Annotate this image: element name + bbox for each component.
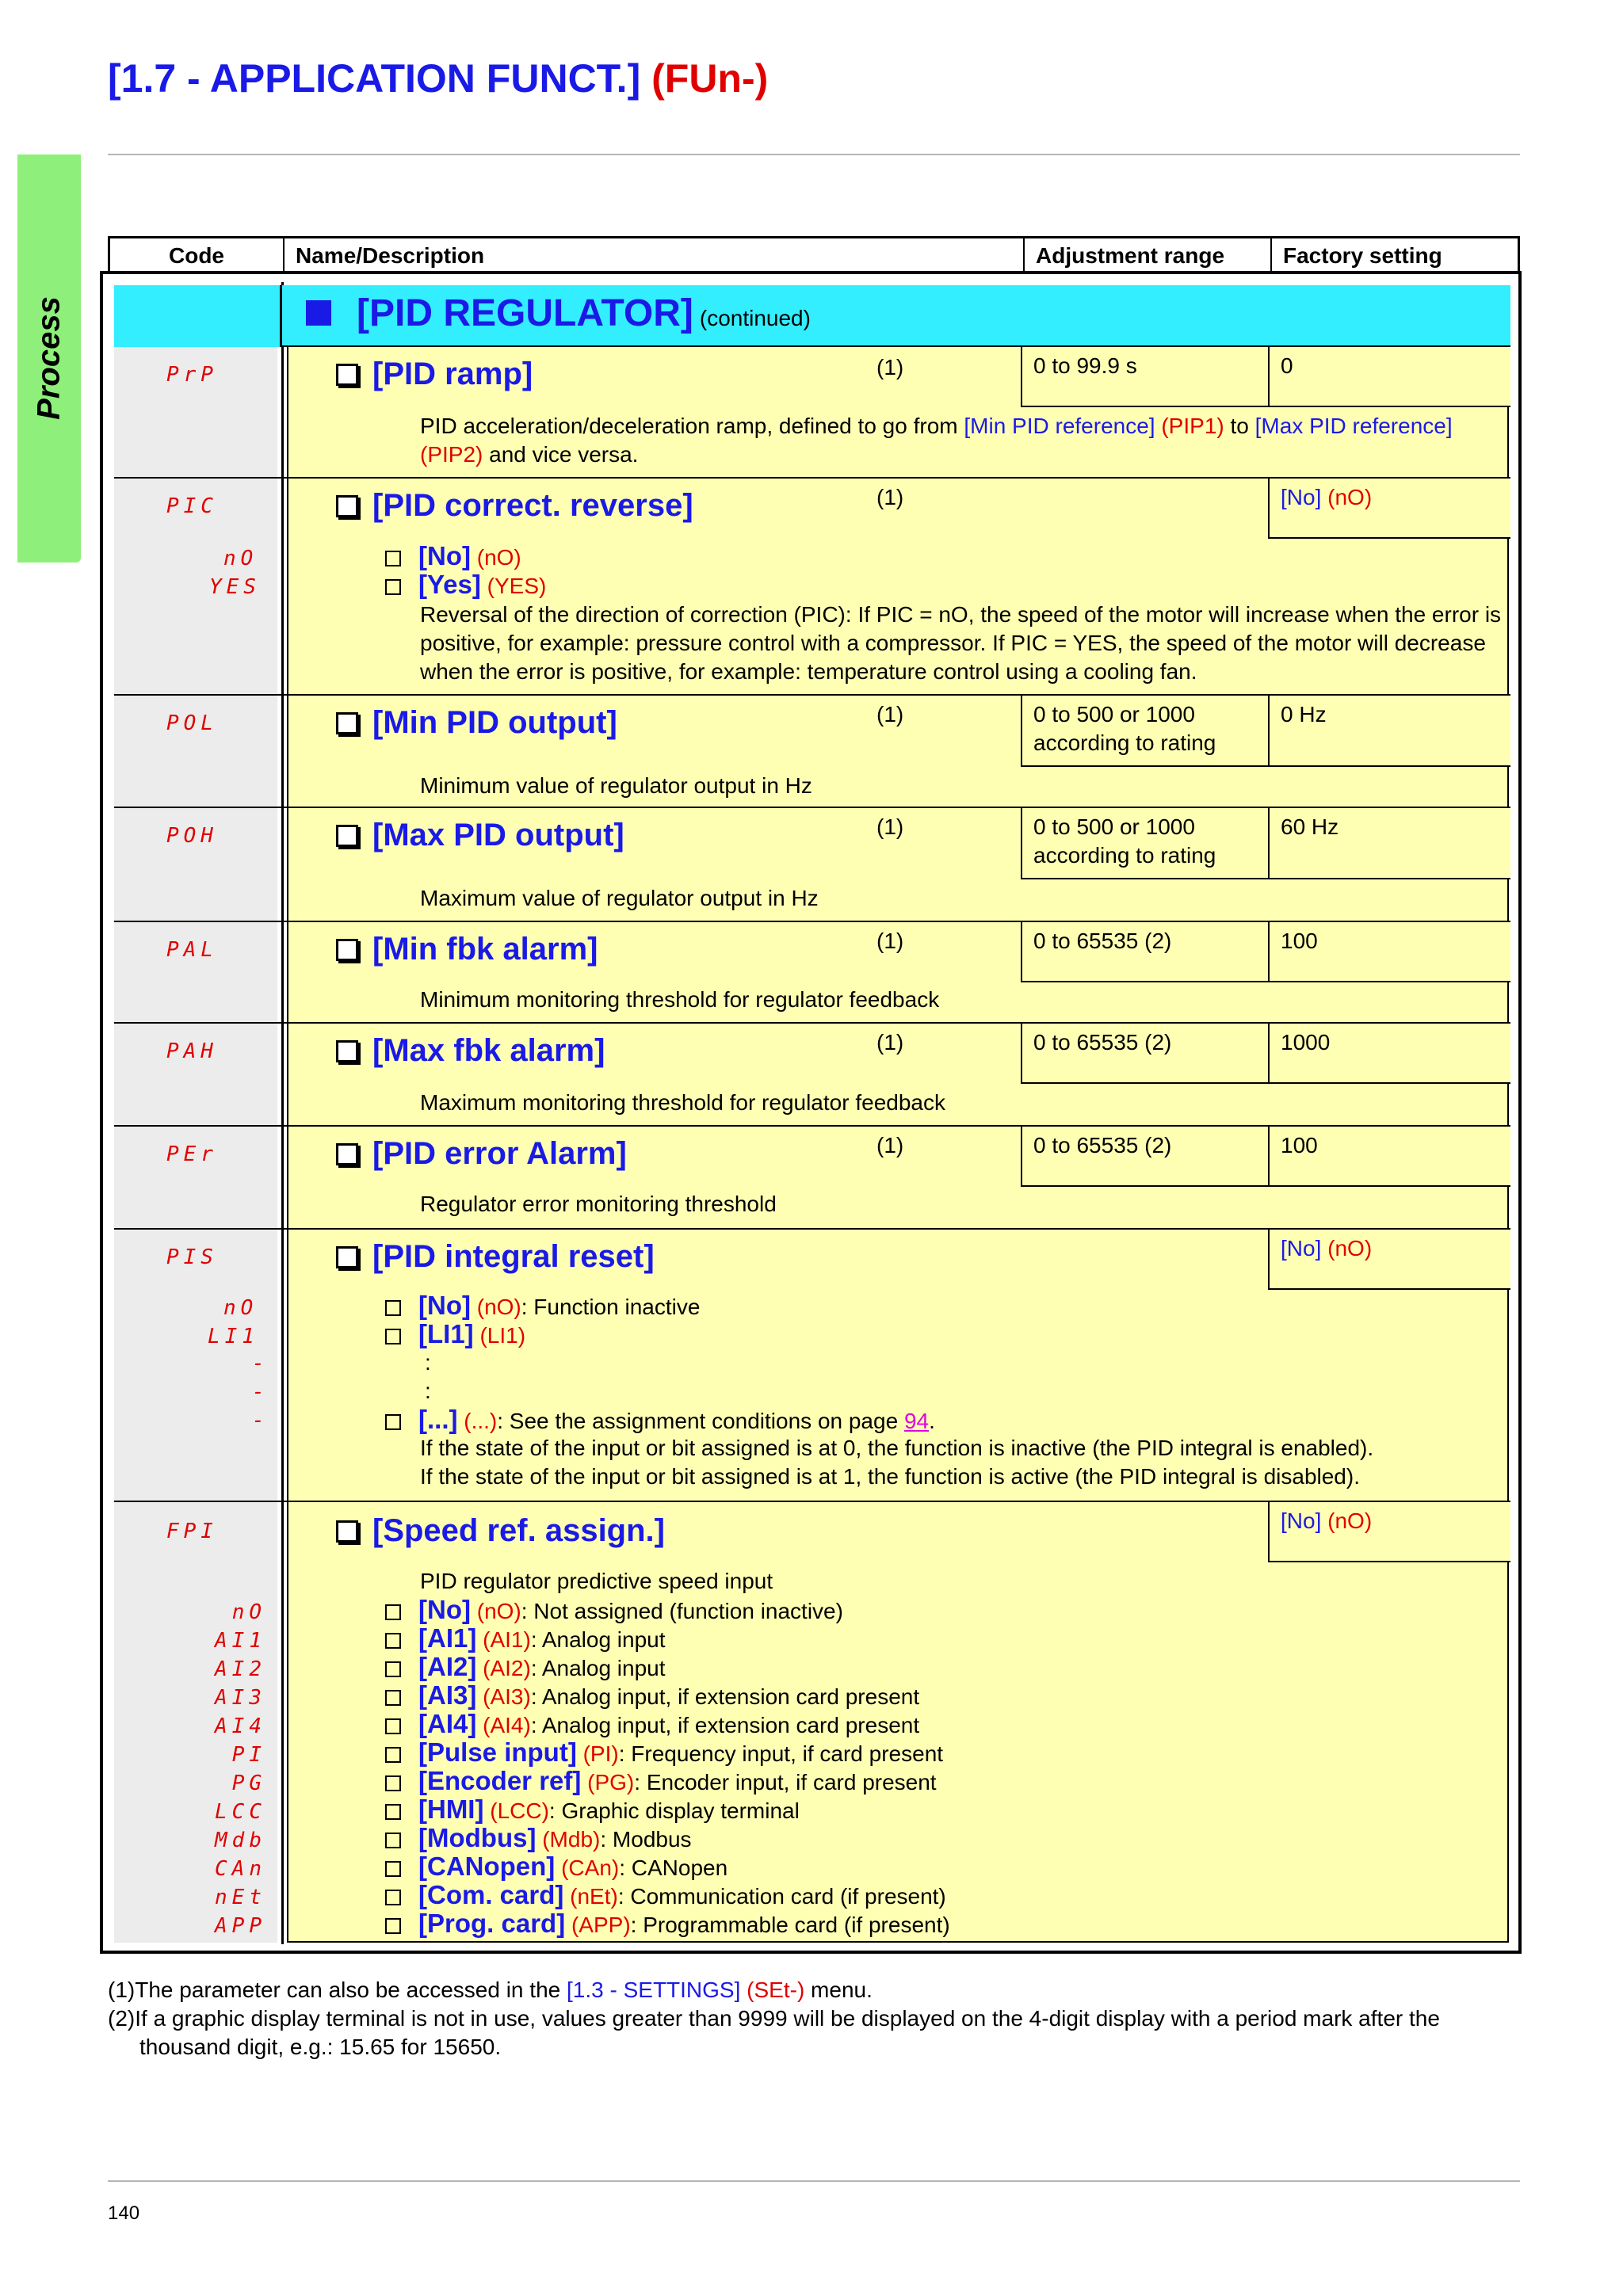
factory-cell-pol: 0 Hz (1268, 696, 1510, 767)
param-code-prp: PrP (166, 363, 218, 387)
param-per[interactable] (336, 1136, 627, 1172)
option-box-icon (385, 1300, 401, 1316)
param-pal-desc: Minimum monitoring threshold for regulator feedback (420, 987, 940, 1012)
factory-cell-per: 100 (1268, 1127, 1510, 1187)
checkbox-icon (336, 939, 358, 961)
param-pis-desc-2: If the state of the input or bit assigned is at 1, the function is active (the PID integral is disabled). (420, 1464, 1360, 1489)
range-cell-prp: 0 to 99.9 s (1021, 347, 1268, 407)
option-code-paren: (APP) (565, 1913, 631, 1937)
option-item[interactable] (385, 1767, 937, 1797)
option-item[interactable] (385, 1881, 946, 1911)
param-code-pah: PAH (166, 1039, 218, 1063)
param-pic[interactable] (336, 488, 693, 524)
option-code: - (252, 1409, 269, 1432)
param-pol-desc: Minimum value of regulator output in Hz (420, 773, 812, 798)
factory-cell-pal: 100 (1268, 922, 1510, 982)
option-name: [LI1] (418, 1319, 474, 1348)
continuation-mark: : (425, 1379, 431, 1403)
param-code-pal: PAL (166, 938, 218, 962)
factory-code: (nO) (1321, 485, 1373, 509)
param-fpi-name: [Speed ref. assign.] (372, 1513, 665, 1548)
param-code-per: PEr (166, 1142, 218, 1166)
option-desc: : Communication card (if present) (617, 1884, 946, 1909)
option-item[interactable] (385, 1738, 943, 1768)
option-box-icon (385, 1604, 401, 1620)
note-ref: (1) (876, 485, 904, 509)
option-item[interactable] (385, 1795, 800, 1825)
page-title-text: [1.7 - APPLICATION FUNCT.] (108, 56, 641, 101)
option-name: [Encoder ref] (418, 1766, 582, 1795)
factory-code: (nO) (1321, 1508, 1373, 1533)
option-box-icon (385, 579, 401, 595)
option-item[interactable] (385, 1596, 843, 1626)
header-rule (108, 154, 1520, 155)
footer-rule (108, 2180, 1520, 2182)
param-poh-name: [Max PID output] (372, 818, 624, 852)
option-code: LCC (215, 1800, 266, 1824)
option-box-icon (385, 1804, 401, 1820)
footnote-text: menu. (804, 1978, 873, 2002)
column-divider (281, 282, 284, 1944)
param-fpi[interactable] (336, 1513, 665, 1549)
factory-code: (nO) (1321, 1236, 1373, 1261)
footnote-1 (108, 1976, 1518, 2004)
factory-cell-pah: 1000 (1268, 1024, 1510, 1084)
option-box-icon (385, 1775, 401, 1791)
section-title (357, 292, 811, 335)
option-code: AI2 (215, 1657, 266, 1681)
option-li1[interactable] (385, 1320, 525, 1350)
option-code: AI1 (215, 1629, 266, 1653)
desc-text: and vice versa. (483, 442, 639, 467)
range-line: according to rating (1033, 843, 1216, 868)
option-code-paren: (nO) (470, 1295, 521, 1319)
option-desc: : Graphic display terminal (548, 1798, 800, 1823)
option-more[interactable] (385, 1405, 935, 1436)
range-cell-pol (1021, 696, 1268, 767)
option-box-icon (385, 1661, 401, 1677)
param-per-name: [PID error Alarm] (372, 1136, 627, 1171)
option-code: PG (231, 1772, 266, 1795)
option-item[interactable] (385, 1681, 919, 1711)
factory-cell-pis (1268, 1230, 1510, 1290)
checkbox-icon (336, 1143, 358, 1165)
param-prp-desc (420, 412, 1506, 469)
option-desc: : See the assignment conditions on page (497, 1409, 904, 1433)
param-prp-name: [PID ramp] (372, 357, 533, 391)
section-subtitle: (continued) (699, 306, 811, 330)
option-desc: : Analog input (530, 1656, 666, 1680)
option-name: [AI3] (418, 1680, 477, 1710)
option-name: [AI4] (418, 1709, 477, 1738)
side-tab-label: Process (31, 296, 67, 420)
option-desc: : Analog input, if extension card present (530, 1713, 920, 1737)
option-name: [AI1] (418, 1623, 477, 1653)
section-bar-code-cell (114, 285, 282, 347)
option-code-paren: (YES) (480, 574, 547, 598)
factory-cell-fpi (1268, 1502, 1510, 1562)
param-pol-name: [Min PID output] (372, 705, 617, 740)
range-line: 0 to 500 or 1000 (1033, 814, 1195, 839)
option-box-icon (385, 1690, 401, 1706)
option-box-icon (385, 1890, 401, 1905)
checkbox-icon (336, 1040, 358, 1062)
param-poh[interactable] (336, 818, 624, 853)
footnote-text: The parameter can also be accessed in the (135, 1978, 567, 2002)
param-code-poh: POH (166, 824, 218, 848)
option-name: [...] (418, 1405, 458, 1434)
option-name: [HMI] (418, 1794, 484, 1824)
range-cell-pal: 0 to 65535 (2) (1021, 922, 1268, 982)
param-code-fpi: FPI (166, 1520, 218, 1543)
page-number: 140 (108, 2203, 140, 2224)
option-name: [No] (418, 1291, 471, 1320)
option-box-icon (385, 1918, 401, 1934)
page-link[interactable]: 94 (903, 1409, 930, 1433)
option-desc: : Programmable card (if present) (630, 1913, 950, 1937)
factory-value: [No] (1281, 1508, 1322, 1533)
option-code: CAn (215, 1857, 266, 1881)
option-name: [Pulse input] (418, 1737, 577, 1767)
param-pic-desc: Reversal of the direction of correction (PIC): If PIC = nO, the speed of the motor will increase when the error is positive, for example: pressure control with a compressor. If PIC = YES, the speed of the motor will decrease when the error is positive, for example: temperature control using a cooling fan. (420, 602, 1502, 684)
option-desc: : Analog input, if extension card present (530, 1684, 920, 1709)
option-name: [Com. card] (418, 1880, 564, 1909)
col-header-name: Name/Description (285, 238, 1025, 273)
ref-max-pid: [Max PID reference] (1254, 414, 1453, 438)
code-pip1: (PIP1) (1155, 414, 1224, 438)
param-per-desc: Regulator error monitoring threshold (420, 1192, 777, 1216)
table-header (108, 236, 1520, 276)
factory-value: [No] (1281, 485, 1322, 509)
option-desc-end: . (929, 1409, 935, 1433)
page-title-code: (FUn-) (651, 56, 769, 101)
note-ref: (1) (876, 929, 904, 953)
note-ref: (1) (876, 702, 904, 727)
checkbox-icon (336, 495, 358, 517)
option-code: APP (215, 1914, 266, 1938)
option-code-paren: (nO) (470, 1599, 521, 1623)
option-code: nO (231, 1600, 266, 1624)
option-box-icon (385, 1414, 401, 1430)
footnote-2 (108, 2004, 1518, 2061)
param-pah[interactable] (336, 1033, 605, 1069)
option-item[interactable] (385, 1852, 727, 1882)
param-pis[interactable] (336, 1239, 655, 1275)
param-code-pol: POL (166, 711, 218, 735)
option-name: [Yes] (418, 570, 481, 599)
option-code-paren: (LI1) (473, 1323, 526, 1348)
option-code: Mdb (215, 1829, 266, 1852)
option-code: nO (223, 1296, 258, 1320)
param-pis-name: [PID integral reset] (372, 1239, 655, 1274)
option-desc: : Encoder input, if card present (634, 1770, 937, 1794)
checkbox-icon (336, 712, 358, 734)
option-name: [CANopen] (418, 1852, 556, 1881)
col-header-code: Code (110, 238, 285, 273)
option-code: PI (231, 1743, 266, 1767)
continuation-mark: : (425, 1350, 431, 1375)
option-code-paren: (PI) (576, 1741, 619, 1766)
checkbox-icon (336, 1246, 358, 1268)
col-header-factory: Factory setting (1283, 243, 1442, 268)
param-pal-name: [Min fbk alarm] (372, 932, 598, 967)
option-code: AI4 (215, 1714, 266, 1738)
option-name: [No] (418, 541, 471, 570)
option-code-paren: (PG) (581, 1770, 635, 1794)
note-ref: (1) (876, 1030, 904, 1055)
option-yes[interactable] (385, 570, 546, 601)
param-pol[interactable] (336, 705, 617, 741)
option-box-icon (385, 1861, 401, 1877)
footnote-code: (SEt-) (740, 1978, 805, 2002)
option-code-paren: (...) (457, 1409, 498, 1433)
footnote-mark: (1) (108, 1978, 136, 2002)
note-ref: (1) (876, 355, 904, 379)
option-code-paren: (AI2) (476, 1656, 531, 1680)
option-box-icon (385, 1633, 401, 1649)
option-box-icon (385, 1747, 401, 1763)
factory-value: [No] (1281, 1236, 1322, 1261)
option-box-icon (385, 551, 401, 566)
option-desc: : Frequency input, if card present (618, 1741, 944, 1766)
checkbox-icon (336, 1520, 358, 1543)
option-item[interactable] (385, 1824, 692, 1854)
param-poh-desc: Maximum value of regulator output in Hz (420, 886, 819, 910)
option-desc: : Modbus (600, 1827, 692, 1852)
range-cell-pah: 0 to 65535 (2) (1021, 1024, 1268, 1084)
option-item[interactable] (385, 1624, 666, 1654)
option-code: - (252, 1380, 269, 1404)
range-cell-per: 0 to 65535 (2) (1021, 1127, 1268, 1187)
checkbox-icon (336, 364, 358, 386)
option-box-icon (385, 1329, 401, 1344)
factory-cell-poh: 60 Hz (1268, 808, 1510, 879)
option-code: nEt (215, 1886, 266, 1909)
option-code-paren: (nEt) (563, 1884, 618, 1909)
option-box-icon (385, 1833, 401, 1848)
checkbox-icon (336, 825, 358, 847)
option-code-paren: (AI1) (476, 1627, 531, 1652)
option-name: [AI2] (418, 1652, 477, 1681)
option-desc: : Function inactive (521, 1295, 701, 1319)
option-code-paren: (AI3) (476, 1684, 531, 1709)
option-desc: : CANopen (619, 1855, 728, 1880)
option-box-icon (385, 1718, 401, 1734)
note-ref: (1) (876, 814, 904, 839)
param-prp[interactable] (336, 357, 533, 392)
param-pic-name: [PID correct. reverse] (372, 488, 693, 523)
param-pah-desc: Maximum monitoring threshold for regulator feedback (420, 1090, 945, 1115)
factory-cell-prp: 0 (1268, 347, 1510, 407)
param-pah-name: [Max fbk alarm] (372, 1033, 605, 1068)
ref-min-pid: [Min PID reference] (964, 414, 1155, 438)
param-pal[interactable] (336, 932, 598, 967)
option-item[interactable] (385, 1909, 950, 1939)
param-pis-desc-1: If the state of the input or bit assigned is at 0, the function is inactive (the PID integral is enabled). (420, 1436, 1374, 1460)
range-cell-poh (1021, 808, 1268, 879)
section-bullet-icon (306, 300, 331, 326)
param-code-pic: PIC (166, 494, 218, 518)
option-code: LI1 (208, 1325, 259, 1348)
option-name: [Modbus] (418, 1823, 537, 1852)
code-pip2: (PIP2) (420, 442, 483, 467)
param-code-pis: PIS (166, 1245, 218, 1269)
col-header-range: Adjustment range (1025, 238, 1272, 273)
footnote-mark: (2) (108, 2006, 136, 2031)
option-code-paren: (LCC) (483, 1798, 549, 1823)
param-fpi-desc: PID regulator predictive speed input (420, 1569, 773, 1593)
factory-cell-pic (1268, 479, 1510, 539)
option-desc: : Analog input (530, 1627, 666, 1652)
option-code-paren: (nO) (470, 545, 521, 570)
desc-text: PID acceleration/deceleration ramp, defined to go from (420, 414, 964, 438)
option-no[interactable] (385, 542, 521, 572)
option-code-paren: (Mdb) (536, 1827, 601, 1852)
option-code: - (252, 1352, 269, 1375)
section-title-text: [PID REGULATOR] (357, 292, 693, 334)
footnote-ref: [1.3 - SETTINGS] (567, 1978, 741, 2002)
option-name: [No] (418, 1595, 471, 1624)
range-line: according to rating (1033, 730, 1216, 755)
desc-text: to (1224, 414, 1255, 438)
option-desc: : Not assigned (function inactive) (521, 1599, 843, 1623)
page-title (108, 55, 768, 101)
option-code: AI3 (215, 1686, 266, 1710)
option-no[interactable] (385, 1291, 700, 1322)
option-item[interactable] (385, 1653, 666, 1683)
option-code-paren: (AI4) (476, 1713, 531, 1737)
footnote-text: If a graphic display terminal is not in use, values greater than 9999 will be displayed on the 4-digit display with a period mark after the thousand digit, e.g.: 15.65 for 15650. (135, 2006, 1440, 2059)
range-line: 0 to 500 or 1000 (1033, 702, 1195, 727)
note-ref: (1) (876, 1133, 904, 1158)
option-code: YES (209, 575, 261, 599)
option-code-paren: (CAn) (555, 1855, 620, 1880)
option-name: [Prog. card] (418, 1909, 566, 1938)
option-item[interactable] (385, 1710, 919, 1740)
option-code: nO (223, 547, 258, 570)
